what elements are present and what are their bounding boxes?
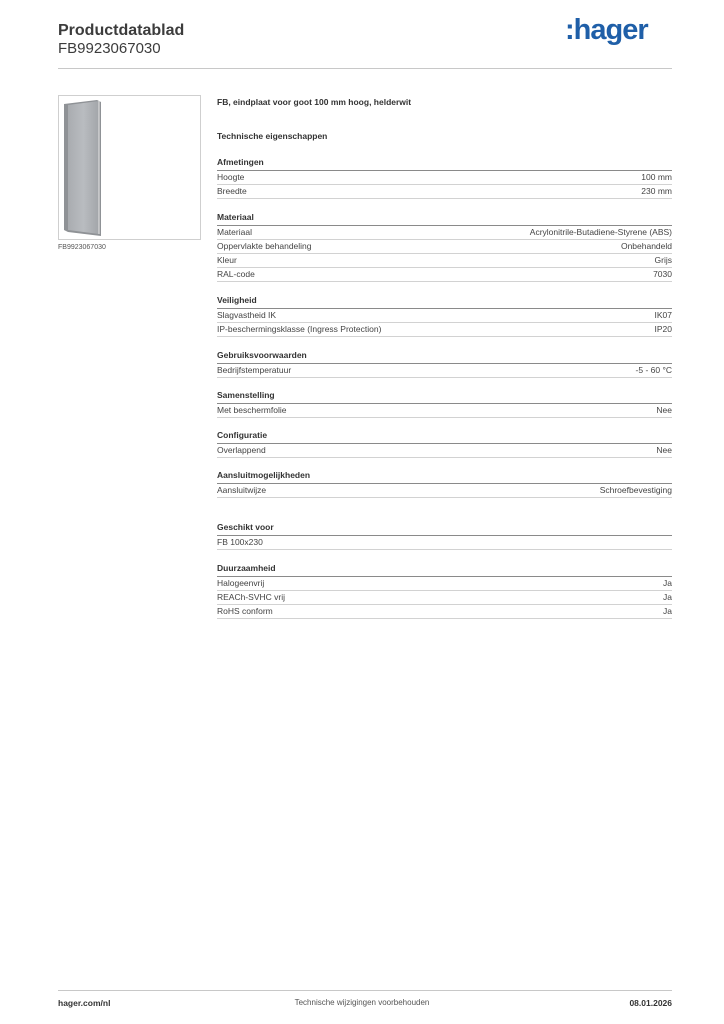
spec-label: FB 100x230 — [217, 537, 263, 547]
spec-label: Hoogte — [217, 172, 245, 182]
product-image-frame — [58, 95, 201, 240]
spec-value: Schroefbevestiging — [599, 485, 672, 495]
spec-groups — [217, 157, 672, 619]
spec-value: Nee — [656, 445, 672, 455]
spec-row — [217, 185, 672, 199]
spec-label: Slagvastheid IK — [217, 310, 277, 320]
spec-row — [217, 484, 672, 498]
spec-label: RAL-code — [217, 269, 255, 279]
footer-disclaimer: Technische wijzigingen voorbehouden — [294, 998, 430, 1007]
spec-label: Oppervlakte behandeling — [217, 241, 312, 251]
spec-group — [217, 295, 672, 337]
spec-value: IP20 — [654, 324, 672, 334]
spec-label: Met beschermfolie — [217, 405, 287, 415]
spec-group-title: Samenstelling — [217, 390, 672, 404]
spec-row — [217, 226, 672, 240]
spec-label: Aansluitwijze — [217, 485, 267, 495]
spec-value: Grijs — [654, 255, 672, 265]
spec-value: Ja — [663, 578, 672, 588]
spec-group-title: Configuratie — [217, 430, 672, 444]
spec-group-title: Afmetingen — [217, 157, 672, 171]
section-title: Technische eigenschappen — [217, 131, 328, 141]
spec-row — [217, 536, 672, 550]
spec-value: -5 - 60 °C — [635, 365, 672, 375]
spec-group — [217, 390, 672, 418]
spec-label: Materiaal — [217, 227, 252, 237]
spec-value: Nee — [656, 405, 672, 415]
footer-date: 08.01.2026 — [629, 998, 672, 1008]
spec-group — [217, 350, 672, 378]
spec-value: 7030 — [653, 269, 672, 279]
logo-colon-icon: : — [565, 14, 574, 46]
logo-text: hager — [573, 14, 648, 46]
spec-group-title: Materiaal — [217, 212, 672, 226]
spec-group-title: Geschikt voor — [217, 522, 672, 536]
spec-label: Halogeenvrij — [217, 578, 265, 588]
spec-row — [217, 364, 672, 378]
hager-logo — [565, 14, 648, 47]
spec-group — [217, 430, 672, 458]
spec-row — [217, 591, 672, 605]
spec-value: Ja — [663, 592, 672, 602]
spec-group — [217, 470, 672, 498]
spec-label: Breedte — [217, 186, 247, 196]
spec-label: Kleur — [217, 255, 237, 265]
spec-label: Overlappend — [217, 445, 266, 455]
spec-row — [217, 268, 672, 282]
image-caption: FB9923067030 — [58, 244, 106, 251]
spec-row — [217, 171, 672, 185]
spec-label: REACh-SVHC vrij — [217, 592, 286, 602]
spec-group-title: Gebruiksvoorwaarden — [217, 350, 672, 364]
spec-value: 230 mm — [641, 186, 672, 196]
spec-label: RoHS conform — [217, 606, 273, 616]
spec-label: Bedrijfstemperatuur — [217, 365, 292, 375]
article-number: FB9923067030 — [58, 40, 161, 57]
spec-value: IK07 — [654, 310, 672, 320]
footer-website[interactable]: hager.com/nl — [58, 998, 111, 1008]
header-divider — [58, 68, 672, 69]
footer-divider — [58, 990, 672, 991]
spec-group — [217, 212, 672, 282]
spec-label: IP-beschermingsklasse (Ingress Protection) — [217, 324, 382, 334]
document-title: Productdatablad — [58, 22, 185, 39]
spec-value: Ja — [663, 606, 672, 616]
spec-row — [217, 605, 672, 619]
spec-group — [217, 522, 672, 550]
spec-row — [217, 309, 672, 323]
spec-row — [217, 577, 672, 591]
product-image — [59, 96, 202, 241]
spec-row — [217, 323, 672, 337]
spec-value: 100 mm — [641, 172, 672, 182]
spec-value: Acrylonitrile-Butadiene-Styrene (ABS) — [529, 227, 672, 237]
spec-row — [217, 254, 672, 268]
spec-group — [217, 157, 672, 199]
spec-group-title: Veiligheid — [217, 295, 672, 309]
spec-row — [217, 240, 672, 254]
spec-group — [217, 563, 672, 619]
spec-value: Onbehandeld — [620, 241, 672, 251]
spec-group-title: Aansluitmogelijkheden — [217, 470, 672, 484]
spec-content — [217, 95, 672, 619]
spec-group-title: Duurzaamheid — [217, 563, 672, 577]
spec-row — [217, 444, 672, 458]
spec-row — [217, 404, 672, 418]
product-name: FB, eindplaat voor goot 100 mm hoog, helderwit — [217, 97, 412, 107]
